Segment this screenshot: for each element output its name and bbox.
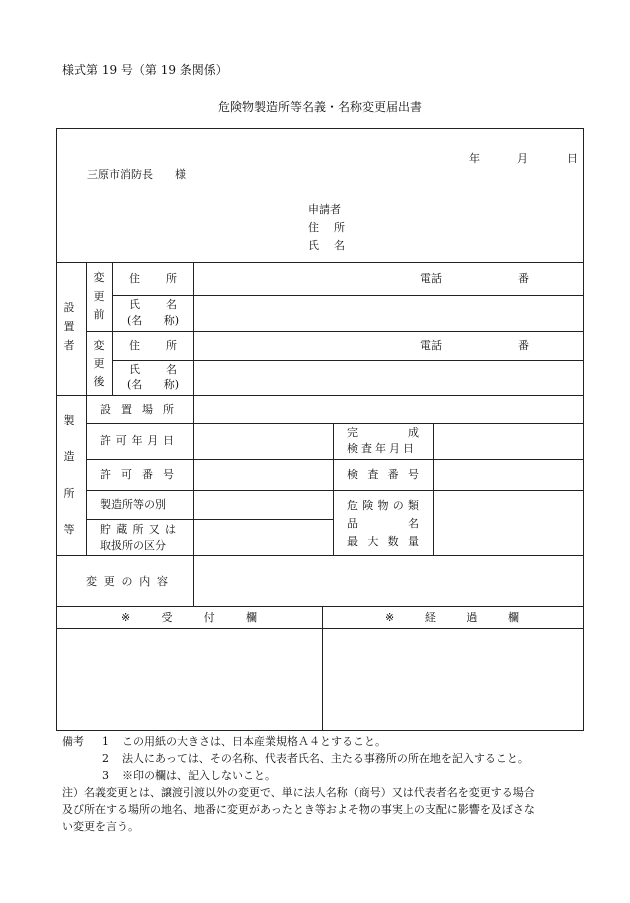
owner-before-name-sub-label: (名 称) (127, 314, 179, 327)
permit-date-label: 許 可 年 月 日 (100, 434, 174, 447)
owner-before-phone-field[interactable] (450, 264, 512, 292)
inspection-number-field[interactable] (436, 461, 580, 488)
note-3-number: 3 (102, 769, 109, 782)
inspection-date-label: 検査年月日 (347, 442, 417, 455)
owner-after-phone-ban: 番 (518, 339, 529, 352)
date-year: 年 (469, 152, 480, 165)
rule-v-office (322, 606, 323, 731)
rule-fac-3 (86, 490, 584, 491)
owner-after-name-field[interactable] (196, 362, 580, 393)
form-number: 様式第 19 号（第 19 条関係） (62, 63, 228, 77)
date-day: 日 (567, 152, 578, 165)
completion-label: 完 成 (347, 426, 419, 439)
storage-type-label-2: 取扱所の区分 (100, 539, 166, 552)
owner-before-phone-label: 電話 (420, 272, 442, 285)
rule-fac-1 (86, 423, 584, 424)
notes-label: 備考 (62, 735, 84, 748)
owner-before-address-label: 住 所 (129, 272, 177, 285)
facility-location-field[interactable] (196, 397, 580, 421)
inspection-number-label: 検 査 番 号 (347, 468, 419, 481)
rule-owner-bottom (56, 395, 584, 396)
applicant-name-label: 氏 名 (308, 239, 345, 252)
storage-type-label-1: 貯 蔵 所 又 は (100, 523, 176, 536)
rule-top-section (56, 262, 584, 263)
applicant-label: 申請者 (308, 203, 341, 216)
form-title: 危険物製造所等名義・名称変更届出書 (218, 100, 423, 114)
rule-v-right-label (333, 423, 334, 555)
hazmat-detail-field[interactable] (436, 492, 580, 553)
owner-after-phone-field[interactable] (450, 333, 512, 358)
applicant-address-label: 住 所 (308, 221, 345, 234)
change-content-label: 変 更 の 内 容 (86, 575, 168, 588)
date-month: 月 (517, 152, 528, 165)
permit-number-label: 許 可 番 号 (100, 468, 174, 481)
inspection-date-field[interactable] (436, 425, 580, 457)
note-1-number: 1 (102, 735, 109, 748)
owner-before-name-field[interactable] (196, 297, 580, 329)
max-quantity-label: 最 大 数 量 (347, 535, 419, 548)
owner-before-name-label: 氏 名 (129, 298, 177, 311)
owner-after-address-field[interactable] (196, 333, 408, 358)
owner-before-phone-ban: 番 (518, 272, 529, 285)
hazmat-type-label: 危 険 物 の 類 (347, 499, 419, 512)
rule-office-header (56, 628, 584, 629)
rule-owner-mid (86, 331, 584, 332)
facility-group-label: 製 造 所 等 (63, 414, 75, 536)
footnote-line-1: 注）名義変更とは、譲渡引渡以外の変更で、単に法人名称（商号）又は代表者名を変更する場合 (62, 786, 535, 799)
owner-before-label: 変 更 前 (93, 271, 105, 321)
permit-date-field[interactable] (196, 425, 330, 457)
owner-before-address-field[interactable] (196, 264, 408, 292)
owner-after-name-sub-label: (名 称) (127, 378, 179, 391)
rule-fac-4 (86, 519, 333, 520)
item-name-label: 品 名 (347, 517, 419, 530)
rule-v-before-after (112, 262, 113, 395)
rule-v-label (193, 262, 194, 606)
footnote-line-3: い変更を言う。 (62, 820, 139, 833)
storage-type-field[interactable] (196, 521, 330, 553)
owner-after-phone-label: 電話 (420, 339, 442, 352)
permit-number-field[interactable] (196, 461, 330, 488)
footnote-line-2: 及び所在する場所の地名、地番に変更があったとき等およそ物の事実上の支配に影響を及ぼさな (62, 803, 535, 816)
owner-after-address-label: 住 所 (129, 339, 177, 352)
applicant-address-field[interactable] (352, 219, 572, 235)
change-content-field[interactable] (196, 557, 580, 604)
owner-group-label: 設 置 者 (63, 301, 75, 352)
progress-column-header: ※ 経 過 欄 (385, 611, 519, 624)
note-3-text: ※印の欄は、記入しないこと。 (122, 769, 276, 782)
rule-change-bottom (56, 606, 584, 607)
owner-after-name-label: 氏 名 (129, 363, 177, 376)
facility-location-label: 設 置 場 所 (100, 403, 174, 416)
rule-v-group (86, 262, 87, 555)
note-2-number: 2 (102, 752, 109, 765)
rule-owner-after-mid (112, 360, 584, 361)
addressee: 三原市消防長 様 (87, 168, 186, 181)
applicant-name-field[interactable] (352, 237, 572, 253)
rule-v-right-value (433, 423, 434, 555)
rule-fac-2 (86, 459, 584, 460)
rule-fac-bottom (56, 555, 584, 556)
note-1-text: この用紙の大きさは、日本産業規格Ａ４とすること。 (122, 735, 386, 748)
reception-column-header: ※ 受 付 欄 (121, 611, 257, 624)
facility-type-label: 製造所等の別 (100, 498, 166, 511)
rule-owner-before-mid (112, 295, 584, 296)
facility-type-field[interactable] (196, 492, 330, 517)
owner-after-label: 変 更 後 (93, 339, 105, 388)
note-2-text: 法人にあっては、その名称、代表者氏名、主たる事務所の所在地を記入すること。 (122, 752, 529, 765)
